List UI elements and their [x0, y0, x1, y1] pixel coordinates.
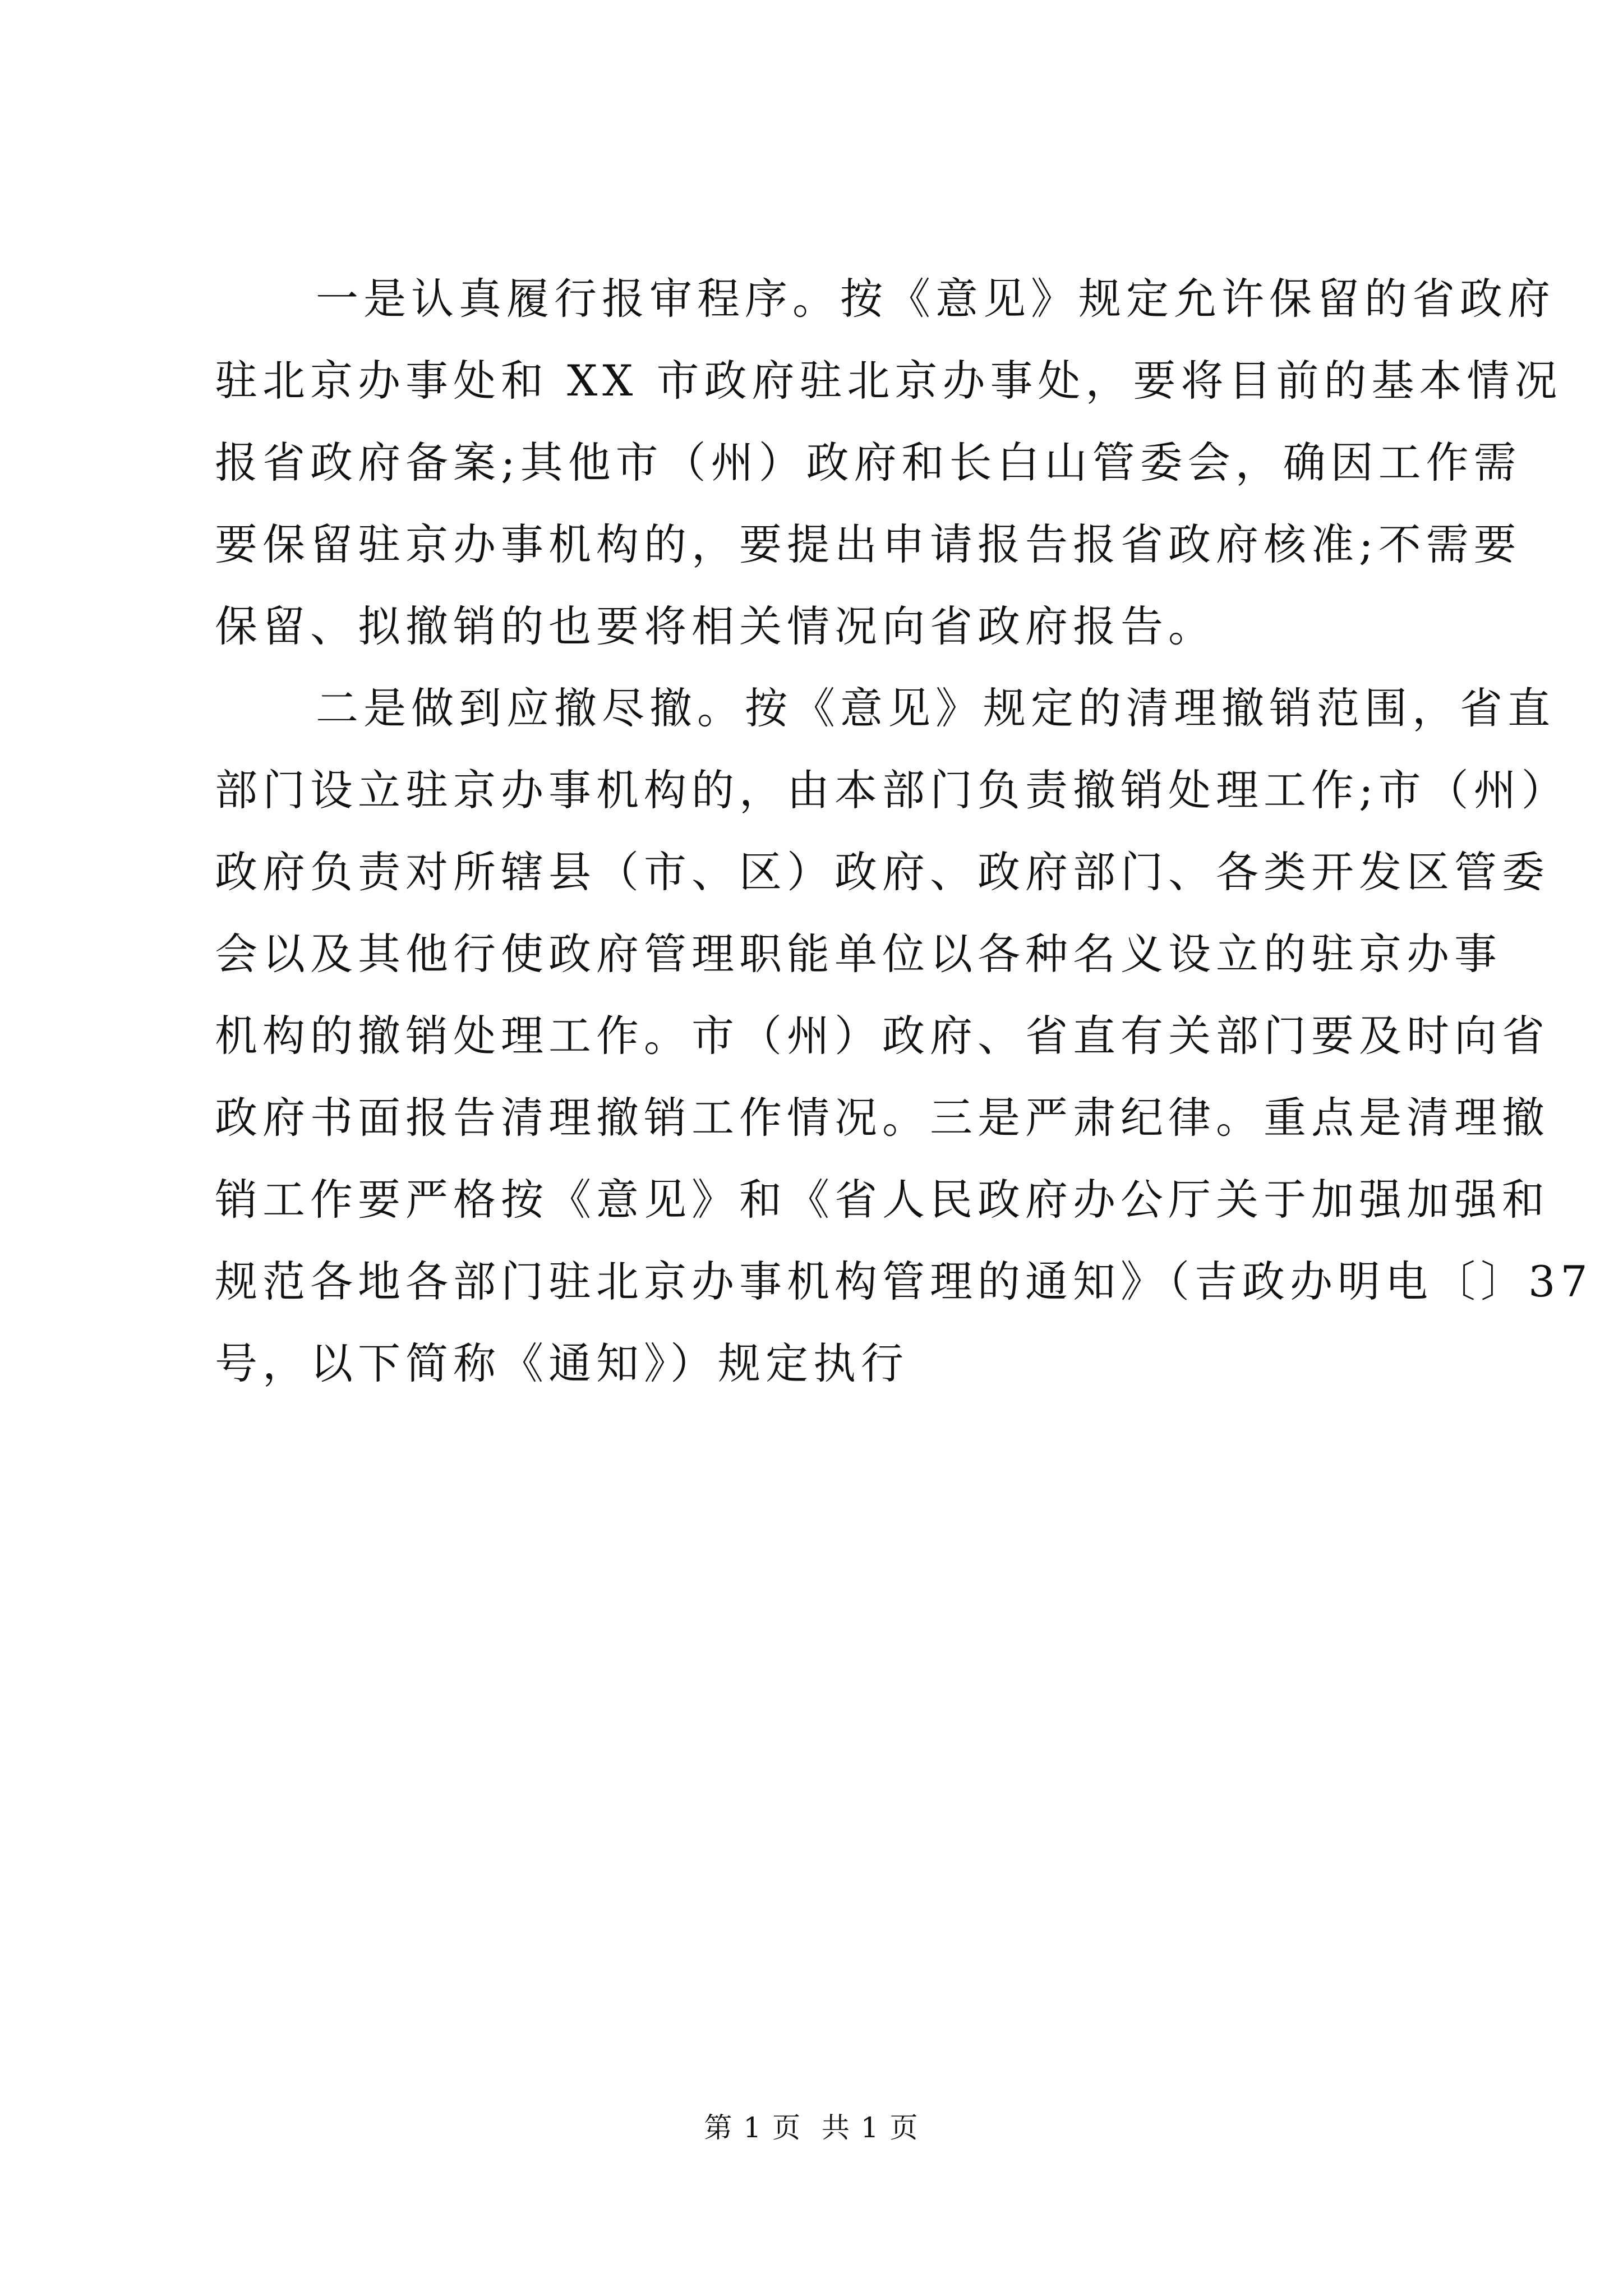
paragraph-line: 部门设立驻京办事机构的，由本部门负责撤销处理工作;市（州） [215, 765, 1569, 815]
page-number-label: 第 1 页 共 1 页 [704, 2111, 919, 2144]
paragraph-line: 规范各地各部门驻北京办事机构管理的通知》（吉政办明电〔〕37 [215, 1257, 1593, 1306]
paragraph-line: 保留、拟撤销的也要将相关情况向省政府报告。 [215, 601, 1216, 651]
paragraph-2 [215, 668, 1593, 1405]
document-body [215, 258, 1593, 1405]
paragraph-line: 号，以下简称《通知》）规定执行 [215, 1338, 909, 1388]
paragraph-line: 机构的撤销处理工作。市（州）政府、省直有关部门要及时向省 [215, 1011, 1550, 1061]
paragraph-line: 报省政府备案;其他市（州）政府和长白山管委会，确因工作需 [215, 438, 1521, 487]
paragraph-line: 政府负责对所辖县（市、区）政府、政府部门、各类开发区管委 [215, 847, 1550, 897]
paragraph-line: 销工作要严格按《意见》和《省人民政府办公厅关于加强加强和 [215, 1175, 1550, 1225]
paragraph-line: 会以及其他行使政府管理职能单位以各种名义设立的驻京办事 [215, 929, 1502, 979]
paragraph-line: 要保留驻京办事机构的，要提出申请报告报省政府核准;不需要 [215, 519, 1521, 569]
paragraph-line: 一是认真履行报审程序。按《意见》规定允许保留的省政府 [316, 274, 1555, 324]
paragraph-1 [215, 258, 1562, 668]
page-footer [0, 2108, 1623, 2147]
paragraph-line: 二是做到应撤尽撤。按《意见》规定的清理撤销范围，省直 [316, 683, 1555, 733]
paragraph-line: 政府书面报告清理撤销工作情况。三是严肃纪律。重点是清理撤 [215, 1093, 1550, 1143]
paragraph-line: 驻北京办事处和 XX 市政府驻北京办事处，要将目前的基本情况 [215, 356, 1562, 406]
